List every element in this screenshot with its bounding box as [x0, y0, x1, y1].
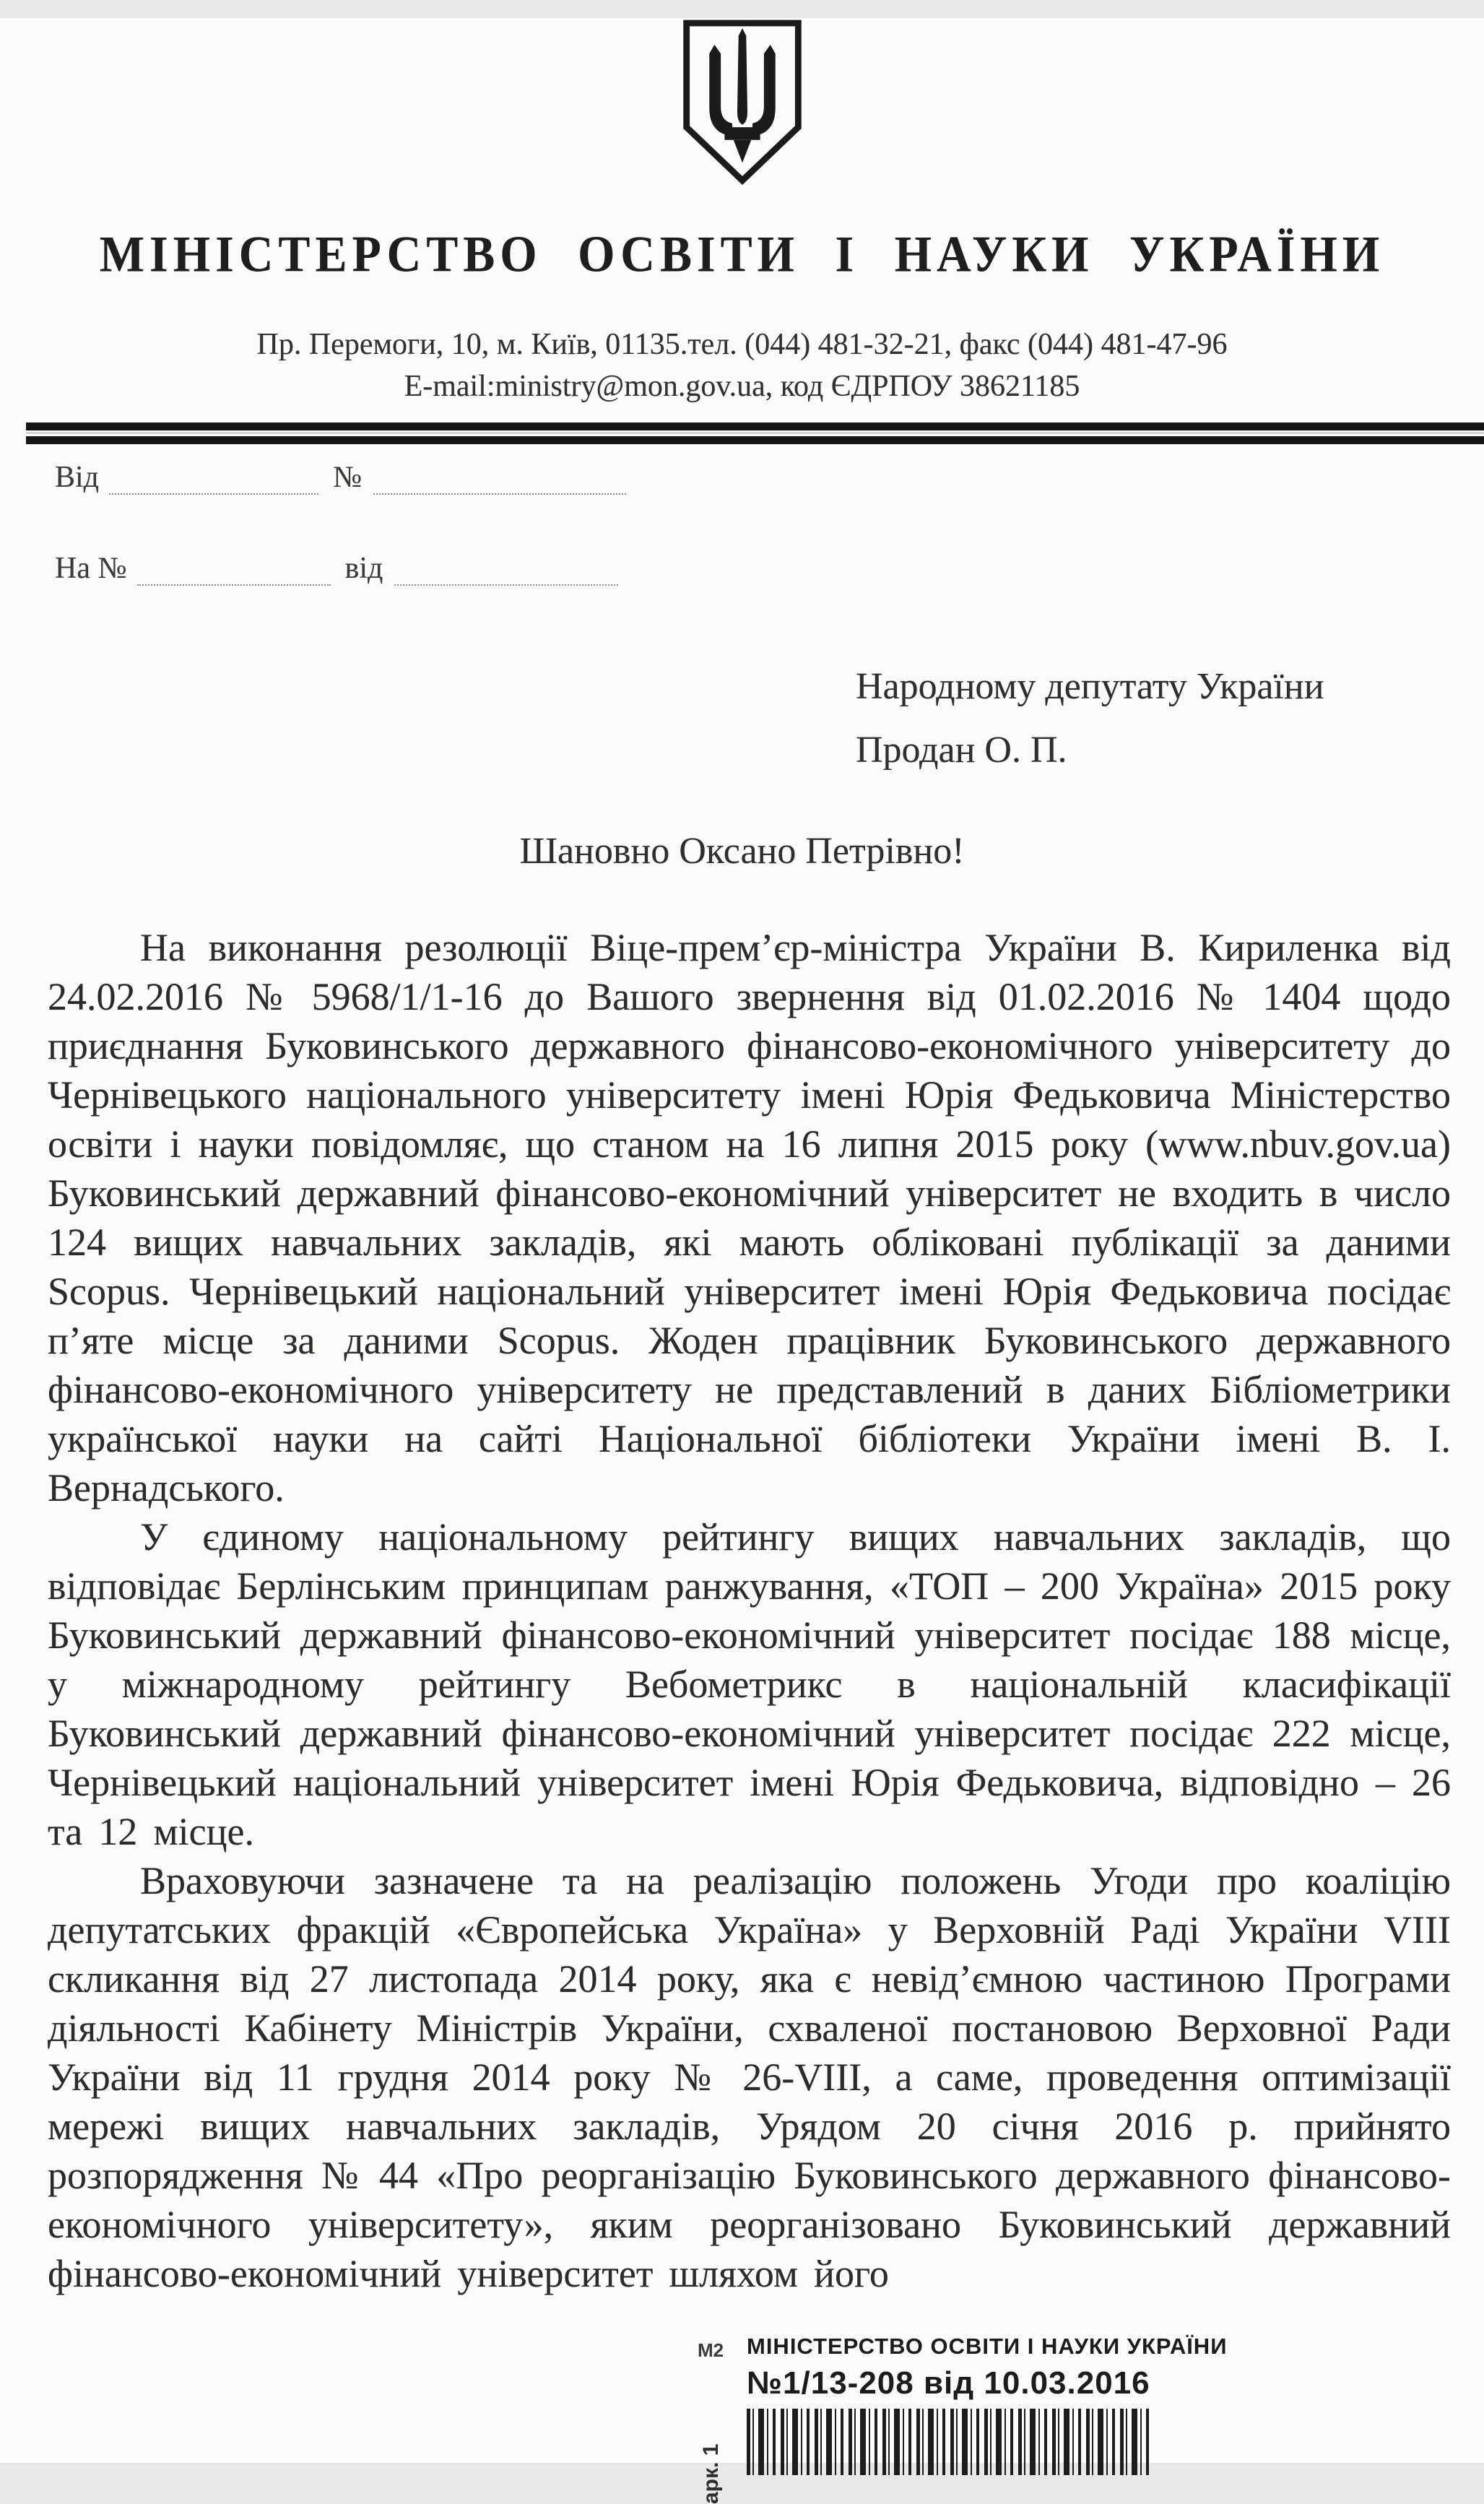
in-date-label: від	[344, 552, 383, 585]
barcode	[747, 2409, 1151, 2475]
letter-body	[48, 923, 1451, 2298]
scanned-letter-page	[0, 18, 1484, 2504]
ministry-address: Пр. Перемоги, 10, м. Київ, 01135.тел. (044) 481-32-21, факс (044) 481-47-96	[256, 328, 1228, 361]
incoming-reference-row	[55, 551, 1484, 586]
body-paragraph-2: У єдиному національному рейтингу вищих навчальних закладів, що відповідає Берлінським принципам ранжування, «ТОП – 200 Україна» 2015 року Буковинський державний фінансово-економічний університет посідає 188 місце, у міжнародному рейтингу Вебометрикс в національній класифікації Буковинський державний фінансово-економічний університет посідає 222 місце, Чернівецький національний університет імені Юрія Федьковича, відповідно – 26 та 12 місце.	[48, 1515, 1451, 1853]
outgoing-reference-row	[55, 460, 1484, 495]
in-number-label: На №	[55, 552, 127, 585]
out-date-label: Від	[55, 461, 100, 494]
in-number-blank	[137, 554, 331, 586]
stamp-copy-mark: М2	[698, 2339, 724, 2361]
letterhead-divider	[26, 423, 1484, 444]
in-date-blank	[394, 554, 618, 586]
recipient-block	[856, 655, 1484, 782]
out-number-label: №	[333, 461, 363, 494]
body-paragraph-3: Враховуючи зазначене та на реалізацію положень Угоди про коаліцію депутатських фракцій «Європейська Україна» у Верховній Раді України VIII скликання від 27 листопада 2014 року, яка є невід’ємною частиною Програми діяльності Кабінету Міністрів України, схваленої постановою Верховної Ради України від 11 грудня 2014 року № 26-VIII, а саме, проведення оптимізації мережі вищих навчальних закладів, Урядом 20 січня 2016 р. прийнято розпорядження № 44 «Про реорганізацію Буковинського державного фінансово-економічного університету», яким реорганізовано Буковинський державний фінансово-економічний університет шляхом його	[48, 1859, 1451, 2295]
registration-stamp	[695, 2334, 1316, 2504]
stamp-main	[747, 2334, 1316, 2475]
stamp-org-name: МІНІСТЕРСТВО ОСВІТИ І НАУКИ УКРАЇНИ	[747, 2334, 1228, 2359]
ministry-email-edrpou: E-mail:ministry@mon.gov.ua, код ЄДРПОУ 38621185	[404, 370, 1080, 403]
ukraine-trident-emblem	[678, 18, 807, 186]
stamp-sheet-mark: арк. 1	[699, 2443, 723, 2504]
out-date-blank	[109, 463, 318, 495]
recipient-title: Народному депутату України	[856, 666, 1324, 707]
ministry-name: МІНІСТЕРСТВО ОСВІТИ І НАУКИ УКРАЇНИ	[99, 226, 1385, 283]
salutation: Шановно Оксано Петрівно!	[519, 831, 965, 872]
out-number-blank	[373, 463, 626, 495]
stamp-registration-number: №1/13-208 від 10.03.2016	[747, 2365, 1150, 2401]
body-paragraph-1: На виконання резолюції Віце-прем’єр-міністра України В. Кириленка від 24.02.2016 № 5968/1/1-16 до Вашого звернення від 01.02.2016 № 1404 щодо приєднання Буковинського державного фінансово-економічного університету до Чернівецького національного університету імені Юрія Федьковича Міністерство освіти і науки повідомляє, що станом на 16 липня 2015 року (www.nbuv.gov.ua) Буковинський державний фінансово-економічний університет не входить в число 124 вищих навчальних закладів, які мають обліковані публікації за даними Scopus. Чернівецький національний університет імені Юрія Федьковича посідає п’яте місце за даними Scopus. Жоден працівник Буковинського державного фінансово-економічного університету не представлений в даних Бібліометрики української науки на сайті Національної бібліотеки України імені В. І. Вернадського.	[48, 926, 1451, 1509]
recipient-name: Продан О. П.	[856, 729, 1067, 771]
